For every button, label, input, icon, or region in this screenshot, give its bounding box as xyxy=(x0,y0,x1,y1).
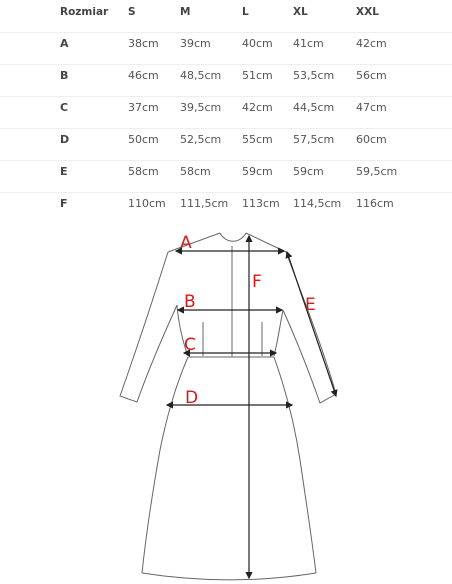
row-label: F xyxy=(60,197,68,210)
cell-m: 52,5cm xyxy=(180,133,222,146)
dress-skirt-left xyxy=(142,357,188,573)
cell-xxl: 59,5cm xyxy=(356,165,398,178)
dress-right-shoulder xyxy=(246,233,286,252)
cell-l: 40cm xyxy=(242,37,273,50)
dress-skirt-right xyxy=(274,357,316,573)
cell-xl: 41cm xyxy=(293,37,324,50)
row-label: D xyxy=(60,133,70,146)
measure-e-arrow xyxy=(287,252,336,396)
cell-m: 58cm xyxy=(180,165,211,178)
table-row xyxy=(0,96,452,129)
measure-label-f: F xyxy=(252,272,262,292)
cell-l: 55cm xyxy=(242,133,273,146)
dress-hem xyxy=(142,573,316,580)
cell-xl: 44,5cm xyxy=(293,101,335,114)
cell-xxl: 56cm xyxy=(356,69,387,82)
cell-xxl: 47cm xyxy=(356,101,387,114)
header-rozmiar: Rozmiar xyxy=(60,6,109,18)
table-row xyxy=(0,160,452,193)
dress-right-sleeve xyxy=(283,252,336,403)
header-size-l: L xyxy=(242,6,249,18)
cell-s: 50cm xyxy=(128,133,159,146)
table-header-row xyxy=(0,0,452,33)
cell-xl: 57,5cm xyxy=(293,133,335,146)
cell-m: 111,5cm xyxy=(180,197,229,210)
cell-xl: 53,5cm xyxy=(293,69,335,82)
measure-label-b: B xyxy=(184,292,196,312)
row-label: A xyxy=(60,37,69,50)
row-label: E xyxy=(60,165,68,178)
cell-l: 51cm xyxy=(242,69,273,82)
cell-s: 37cm xyxy=(128,101,159,114)
row-label: C xyxy=(60,101,69,114)
cell-m: 39,5cm xyxy=(180,101,222,114)
table-row xyxy=(0,32,452,65)
dress-right-side xyxy=(274,310,283,356)
header-size-xxl: XXL xyxy=(356,6,379,18)
cell-xxl: 60cm xyxy=(356,133,387,146)
cell-l: 59cm xyxy=(242,165,273,178)
cell-xxl: 42cm xyxy=(356,37,387,50)
cell-l: 42cm xyxy=(242,101,273,114)
cell-m: 39cm xyxy=(180,37,211,50)
measure-label-e: E xyxy=(305,295,316,315)
cell-m: 48,5cm xyxy=(180,69,222,82)
cell-s: 46cm xyxy=(128,69,159,82)
cell-l: 113cm xyxy=(242,197,280,210)
header-size-m: M xyxy=(180,6,191,18)
measure-label-d: D xyxy=(185,388,199,408)
cell-xl: 114,5cm xyxy=(293,197,342,210)
cell-xxl: 116cm xyxy=(356,197,394,210)
dress-measurement-diagram xyxy=(0,224,452,584)
cell-s: 58cm xyxy=(128,165,159,178)
table-row xyxy=(0,64,452,97)
measure-label-c: C xyxy=(184,335,196,355)
table-row xyxy=(0,128,452,161)
measure-label-a: A xyxy=(180,233,192,253)
dress-outline xyxy=(120,233,336,580)
header-size-s: S xyxy=(128,6,136,18)
row-label: B xyxy=(60,69,69,82)
cell-s: 38cm xyxy=(128,37,159,50)
dress-neckline xyxy=(220,233,246,241)
table-row xyxy=(0,192,452,224)
dress-left-shoulder xyxy=(168,233,220,252)
dress-left-sleeve xyxy=(120,252,177,402)
header-size-xl: XL xyxy=(293,6,308,18)
cell-xl: 59cm xyxy=(293,165,324,178)
cell-s: 110cm xyxy=(128,197,166,210)
